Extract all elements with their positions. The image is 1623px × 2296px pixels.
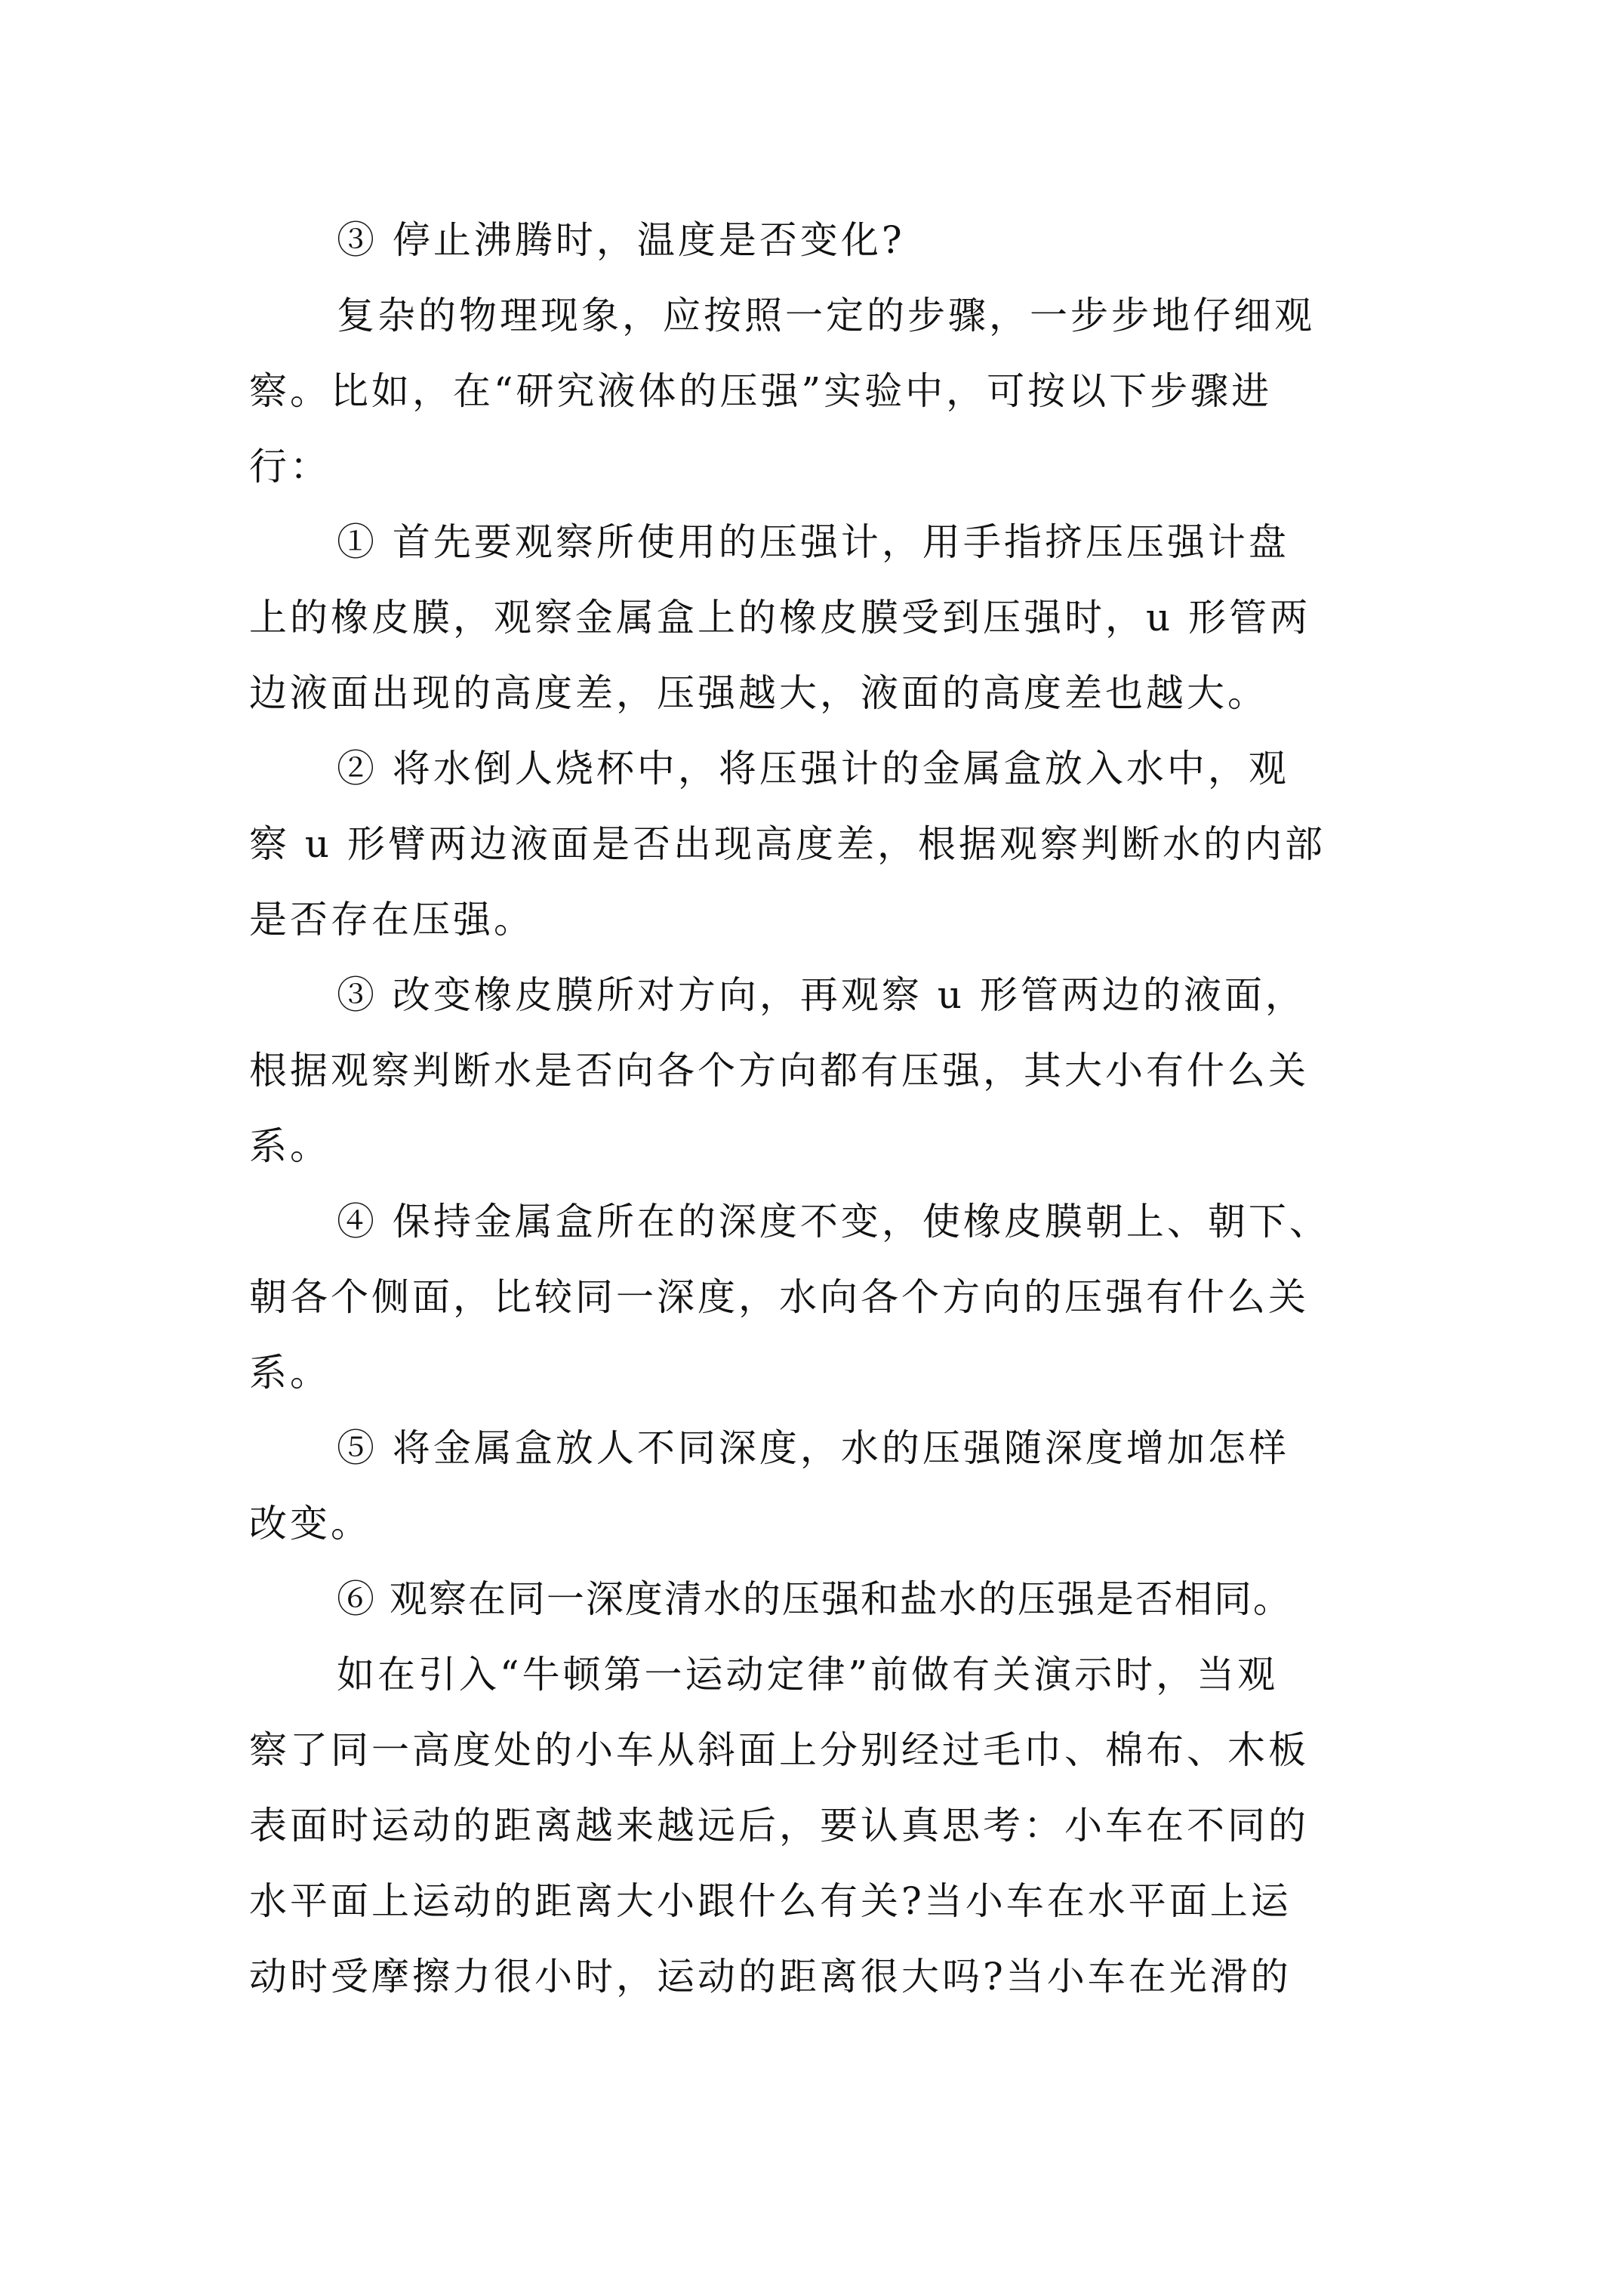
paragraph-line: ④ 保持金属盒所在的深度不变，使橡皮膜朝上、朝下、 (337, 1200, 1330, 1244)
page-body (249, 202, 1381, 2014)
paragraph-line: 如在引入“牛顿第一运动定律”前做有关演示时，当观 (337, 1653, 1279, 1697)
paragraph-line: 朝各个侧面，比较同一深度，水向各个方向的压强有什么关 (249, 1275, 1309, 1319)
list-item-1 (249, 504, 1381, 731)
paragraph-line: 动时受摩擦力很小时，运动的距离很大吗?当小车在光滑的 (249, 1955, 1292, 1999)
intro-paragraph (249, 278, 1381, 504)
paragraph-line: 水平面上运动的距离大小跟什么有关?当小车在水平面上运 (249, 1879, 1292, 1923)
paragraph-line: 复杂的物理现象，应按照一定的步骤，一步步地仔细观 (337, 294, 1315, 337)
paragraph-line: 是否存在压强。 (249, 898, 534, 942)
paragraph-line: 察 u 形臂两边液面是否出现高度差，根据观察判断水的内部 (249, 822, 1326, 866)
list-item-3-boiling (249, 202, 1381, 278)
paragraph-line: 根据观察判断水是否向各个方向都有压强，其大小有什么关 (249, 1049, 1309, 1093)
list-item-6 (249, 1561, 1381, 1637)
list-item-3 (249, 957, 1381, 1184)
paragraph-line: 表面时运动的距离越来越远后，要认真思考：小车在不同的 (249, 1804, 1309, 1848)
paragraph-line: ② 将水倒人烧杯中，将压强计的金属盒放入水中，观 (337, 747, 1289, 791)
paragraph-line: ⑤ 将金属盒放人不同深度，水的压强随深度增加怎样 (337, 1426, 1289, 1470)
list-item-5 (249, 1410, 1381, 1561)
paragraph-line: 行： (249, 445, 331, 488)
paragraph-line: ① 首先要观察所使用的压强计，用手指挤压压强计盘 (337, 520, 1289, 564)
paragraph-line: 系。 (249, 1351, 331, 1395)
paragraph-line: 系。 (249, 1124, 331, 1168)
list-item-4 (249, 1184, 1381, 1410)
list-item-2 (249, 731, 1381, 957)
newton-paragraph (249, 1637, 1381, 2014)
paragraph-line: 上的橡皮膜，观察金属盒上的橡皮膜受到压强时，u 形管两 (249, 596, 1311, 639)
paragraph-line: 察了同一高度处的小车从斜面上分别经过毛巾、棉布、木板 (249, 1728, 1309, 1772)
paragraph-line: ③ 停止沸腾时，温度是否变化? (337, 218, 905, 262)
paragraph-line: 察。比如，在“研究液体的压强”实验中，可按以下步骤进 (249, 369, 1273, 413)
paragraph-line: ⑥ 观察在同一深度清水的压强和盐水的压强是否相同。 (337, 1577, 1292, 1621)
paragraph-line: 改变。 (249, 1502, 371, 1546)
paragraph-line: 边液面出现的高度差，压强越大，液面的高度差也越大。 (249, 671, 1268, 715)
paragraph-line: ③ 改变橡皮膜所对方向，再观察 u 形管两边的液面， (337, 973, 1306, 1017)
